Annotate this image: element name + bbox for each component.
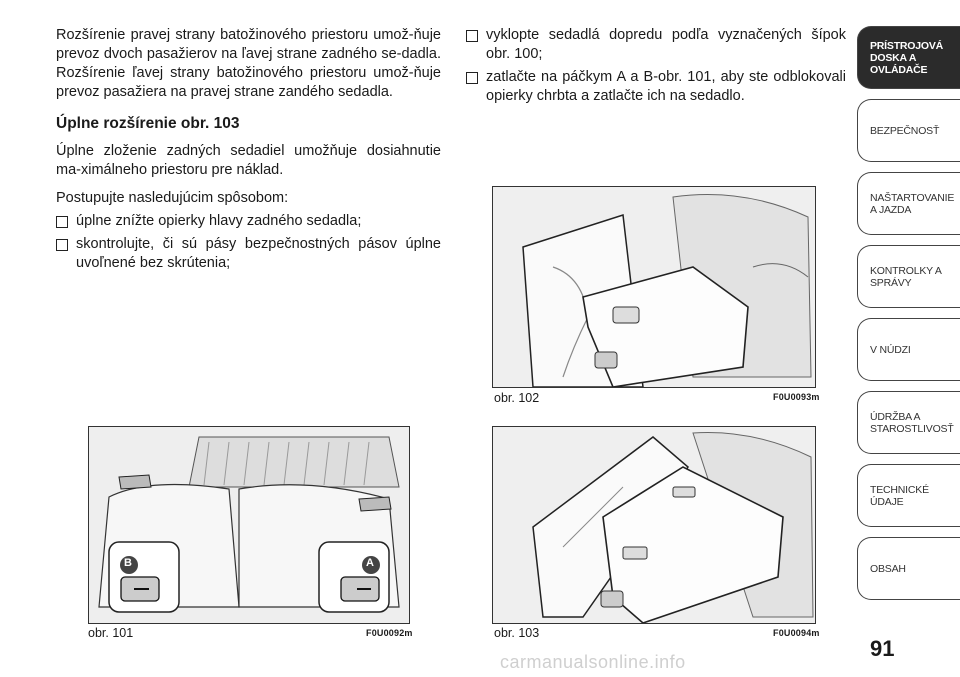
left-text-column	[56, 26, 441, 277]
figure-103	[492, 426, 816, 624]
tab-kontrolky[interactable]: KONTROLKY A SPRÁVY	[857, 245, 960, 308]
figure-101-caption: obr. 101	[88, 626, 134, 640]
rear-seat-illustration	[89, 427, 409, 623]
figure-103-code: F0U0094m	[773, 628, 820, 638]
label-b: B	[124, 557, 132, 569]
figure-103-caption: obr. 103	[494, 626, 540, 640]
bullet-item: skontrolujte, či sú pásy bezpečnostných pásov úplne uvoľnené bez skrútenia;	[56, 235, 441, 273]
tab-technicke-udaje[interactable]: TECHNICKÉ ÚDAJE	[857, 464, 960, 527]
watermark-text: carmanualsonline.info	[500, 652, 686, 672]
bullet-item: vyklopte sedadlá dopredu podľa vyznačených šípok obr. 100;	[466, 26, 846, 64]
tab-nastartovanie[interactable]: NAŠTARTOVANIE A JAZDA	[857, 172, 960, 235]
middle-text-column	[466, 26, 846, 110]
tab-pristrojova-doska[interactable]: PRÍSTROJOVÁ DOSKA A OVLÁDAČE	[857, 26, 960, 89]
tab-v-nudzi[interactable]: V NÚDZI	[857, 318, 960, 381]
page-number: 91	[870, 636, 895, 661]
figure-101	[88, 426, 410, 624]
checkbox-bullet-icon	[466, 30, 478, 42]
intro-paragraph: Rozšírenie pravej strany batožinového priestoru umož-ňuje prevoz dvoch pasažierov na ľavej strane zadného se-dadla. Rozšírenie ľavej strany batožinového priestoru umož-ňuje prevoz pasažiera na pravej strane zandého sedadla.	[56, 27, 441, 100]
checkbox-bullet-icon	[56, 239, 68, 251]
section-heading: Úplne rozšírenie obr. 103	[56, 115, 240, 132]
chapter-tabs	[857, 26, 960, 610]
tab-bezpecnost[interactable]: BEZPEČNOSŤ	[857, 99, 960, 162]
fully-folded-seats-illustration	[493, 427, 815, 623]
checkbox-bullet-icon	[56, 216, 68, 228]
paragraph-1: Úplne zloženie zadných sedadiel umožňuje dosiahnutie ma-ximálneho priestoru pre náklad.	[56, 143, 441, 178]
figure-102	[492, 186, 816, 388]
figure-101-code: F0U0092m	[366, 628, 413, 638]
paragraph-2: Postupujte nasledujúcim spôsobom:	[56, 190, 289, 206]
checkbox-bullet-icon	[466, 72, 478, 84]
figure-102-caption: obr. 102	[494, 391, 540, 405]
tab-udrzba[interactable]: ÚDRŽBA A STAROSTLIVOSŤ	[857, 391, 960, 454]
folded-seat-illustration	[493, 187, 815, 387]
figure-102-code: F0U0093m	[773, 392, 820, 402]
bullet-item: zatlačte na páčkym A a B-obr. 101, aby ste odblokovali opierky chrbta a zatlačte ich na sedadlo.	[466, 68, 846, 106]
tab-obsah[interactable]: OBSAH	[857, 537, 960, 600]
label-a: A	[366, 557, 374, 569]
bullet-item: úplne znížte opierky hlavy zadného sedadla;	[56, 212, 441, 231]
